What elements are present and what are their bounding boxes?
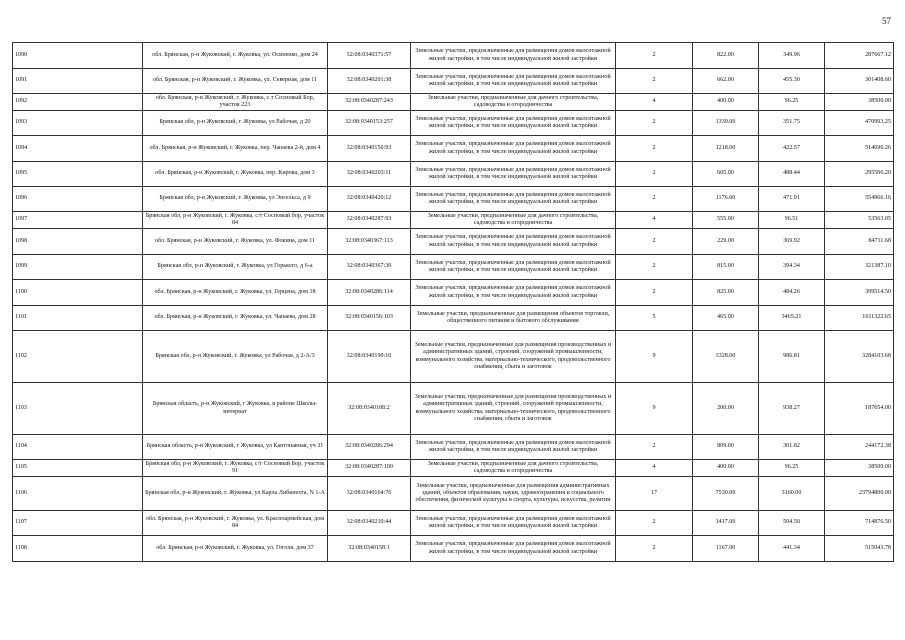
area-cell: 662.00 [693,69,759,94]
category-cell: 2 [616,43,693,69]
address-cell: обл. Брянская, р-н Жуковский, г. Жуковка, ул. Герцена, дом 18 [143,280,328,306]
row-number: 1103 [13,383,143,435]
cadastral-value-cell: 301408.60 [825,69,894,94]
row-number: 1104 [13,435,143,460]
cadastral-value-cell: 53563.05 [825,212,894,229]
cadastral-value-cell: 38500.00 [825,94,894,111]
land-use-cell: Земельные участки, предназначенные для размещения домов малоэтажной жилой застройки, в том числе индивидуальной жилой застройки [411,255,616,280]
category-cell: 4 [616,460,693,477]
area-cell: 229.00 [693,229,759,255]
category-cell: 17 [616,477,693,511]
table-row [13,255,894,280]
row-number: 1099 [13,255,143,280]
table-row [13,94,894,111]
cadastral-number-cell: 32:08:0340286:114 [328,280,411,306]
cadastral-number-cell: 32:08:0340164:76 [328,477,411,511]
land-use-cell: Земельные участки, предназначенные для размещения домов малоэтажной жилой застройки, в том числе индивидуальной жилой застройки [411,511,616,536]
address-cell: обл. Брянская, р-н Жуковский, г. Жуковка, ул. Красноармейская, дом 84 [143,511,328,536]
cadastral-value-cell: 295506.20 [825,162,894,187]
specific-value-cell: 488.44 [759,162,825,187]
specific-value-cell: 938.27 [759,383,825,435]
category-cell: 2 [616,136,693,162]
row-number: 1090 [13,43,143,69]
row-number: 1094 [13,136,143,162]
area-cell: 400.00 [693,460,759,477]
cadastral-value-cell: 244172.38 [825,435,894,460]
specific-value-cell: 422.57 [759,136,825,162]
area-cell: 555.00 [693,212,759,229]
table-row [13,280,894,306]
area-cell: 200.00 [693,383,759,435]
land-use-cell: Земельные участки, предназначенные для размещения домов малоэтажной жилой застройки, в том числе индивидуальной жилой застройки [411,280,616,306]
specific-value-cell: 484.26 [759,280,825,306]
row-number: 1097 [13,212,143,229]
land-use-cell: Земельные участки, предназначенные для дачного строительства, садоводства и огородничества [411,212,616,229]
specific-value-cell: 3465.21 [759,306,825,331]
land-use-cell: Земельные участки, предназначенные для размещения домов малоэтажной жилой застройки, в том числе индивидуальной жилой застройки [411,229,616,255]
area-cell: 809.00 [693,435,759,460]
cadastral-value-cell: 714876.50 [825,511,894,536]
address-cell: обл. Брянская, р-н Жуковский, г. Жуковка, с.т Сосновый Бор, участок 223 [143,94,328,111]
land-use-cell: Земельные участки, предназначенные для размещения домов малоэтажной жилой застройки, в том числе индивидуальной жилой застройки [411,536,616,562]
cadastral-number-cell: 32:08:0340367:113 [328,229,411,255]
table-row [13,383,894,435]
address-cell: Брянская обл, р-н Жуковский, г. Жуковка, с/т Сосновый Бор, участок 91 [143,460,328,477]
address-cell: обл. Брянская, р-н Жуковский, г. Жуковка, пер. Чапаева 2-й, дом 4 [143,136,328,162]
land-registry-table [12,42,894,562]
cadastral-number-cell: 32:08:0340203:11 [328,162,411,187]
category-cell: 5 [616,306,693,331]
row-number: 1098 [13,229,143,255]
row-number: 1106 [13,477,143,511]
cadastral-number-cell: 32:08:0340287:243 [328,94,411,111]
row-number: 1101 [13,306,143,331]
area-cell: 3328.00 [693,331,759,383]
category-cell: 2 [616,435,693,460]
cadastral-value-cell: 3284103.68 [825,331,894,383]
category-cell: 2 [616,69,693,94]
page-number: 57 [882,16,891,26]
cadastral-number-cell: 32:08:0340287:93 [328,212,411,229]
table-row [13,460,894,477]
cadastral-value-cell: 187654.00 [825,383,894,435]
cadastral-value-cell: 23794800.00 [825,477,894,511]
address-cell: Брянская область, р-н Жуковский, г Жуковка, ул Кантонавная, уч 31 [143,435,328,460]
table-row [13,111,894,136]
cadastral-value-cell: 399514.50 [825,280,894,306]
row-number: 1108 [13,536,143,562]
area-cell: 7530.00 [693,477,759,511]
table-row [13,331,894,383]
cadastral-value-cell: 514690.26 [825,136,894,162]
table-body [13,43,894,562]
specific-value-cell: 301.82 [759,435,825,460]
row-number: 1095 [13,162,143,187]
address-cell: Брянская обл, р-н Жуковский, г. Жуковка, ул Рабочая, д 2-А/3 [143,331,328,383]
category-cell: 9 [616,331,693,383]
category-cell: 2 [616,162,693,187]
specific-value-cell: 96.51 [759,212,825,229]
category-cell: 2 [616,229,693,255]
row-number: 1100 [13,280,143,306]
cadastral-number-cell: 32:08:0340156:103 [328,306,411,331]
table-row [13,477,894,511]
table-row [13,187,894,212]
cadastral-number-cell: 32:08:0340371:57 [328,43,411,69]
specific-value-cell: 349.96 [759,43,825,69]
land-use-cell: Земельные участки, предназначенные для размещения домов малоэтажной жилой застройки, в том числе индивидуальной жилой застройки [411,136,616,162]
row-number: 1107 [13,511,143,536]
cadastral-number-cell: 32:08:0340190:10 [328,331,411,383]
address-cell: обл. Брянская, р-н Жуковский, г. Жуковка, ул. Гоголя, дом 37 [143,536,328,562]
specific-value-cell: 394.34 [759,255,825,280]
area-cell: 1167.00 [693,536,759,562]
land-use-cell: Земельные участки, предназначенные для размещения домов малоэтажной жилой застройки, в том числе индивидуальной жилой застройки [411,187,616,212]
table-row [13,511,894,536]
category-cell: 2 [616,280,693,306]
table-row [13,306,894,331]
row-number: 1093 [13,111,143,136]
address-cell: обл. Брянская, р-н Жуковский, г. Жуковка, ул. Фокина, дом 11 [143,229,328,255]
category-cell: 2 [616,187,693,212]
land-use-cell: Земельные участки, предназначенные для размещения домов малоэтажной жилой застройки, в том числе индивидуальной жилой застройки [411,111,616,136]
address-cell: обл. Брянская, р-н Жуковский, г. Жуковка, ул. Осипенко, дом 24 [143,43,328,69]
address-cell: Брянская обл, р-н Жуковский, г. Жуковка, ул Рабочая, д 20 [143,111,328,136]
cadastral-number-cell: 32:08:0340201:38 [328,69,411,94]
land-use-cell: Земельные участки, предназначенные для размещения административных зданий, объектов образования, науки, здравоохранения и социального обеспечения, физической культуры и спорта, культуры, искусства, религии [411,477,616,511]
cadastral-value-cell: 470993.25 [825,111,894,136]
land-use-cell: Земельные участки, предназначенные для размещения домов малоэтажной жилой застройки, в том числе индивидуальной жилой застройки [411,435,616,460]
area-cell: 1176.00 [693,187,759,212]
category-cell: 2 [616,511,693,536]
area-cell: 465.00 [693,306,759,331]
category-cell: 2 [616,255,693,280]
specific-value-cell: 504.50 [759,511,825,536]
land-use-cell: Земельные участки, предназначенные для размещения домов малоэтажной жилой застройки, в том числе индивидуальной жилой застройки [411,43,616,69]
land-use-cell: Земельные участки, предназначенные для размещения производственных и административных зданий, строений, сооружений промышленности, коммунального хозяйства, материально-технического, продовольственного снабжения, сбыта и заготовок [411,383,616,435]
table-row [13,162,894,187]
specific-value-cell: 369.92 [759,229,825,255]
area-cell: 400.00 [693,94,759,111]
specific-value-cell: 96.25 [759,460,825,477]
cadastral-number-cell: 32:08:0340158:1 [328,536,411,562]
land-use-cell: Земельные участки, предназначенные для дачного строительства, садоводства и огородничества [411,94,616,111]
specific-value-cell: 3160.00 [759,477,825,511]
specific-value-cell: 96.25 [759,94,825,111]
address-cell: Брянская обл, р-н Жуковский, г. Жуковка, с/т Сосновый бор, участок 84 [143,212,328,229]
cadastral-value-cell: 321387.10 [825,255,894,280]
table-row [13,536,894,562]
land-use-cell: Земельные участки, предназначенные для дачного строительства, садоводства и огородничества [411,460,616,477]
cadastral-value-cell: 515043.78 [825,536,894,562]
area-cell: 605.00 [693,162,759,187]
category-cell: 2 [616,111,693,136]
area-cell: 815.00 [693,255,759,280]
row-number: 1092 [13,94,143,111]
address-cell: Брянская область, р-н Жуковский, г Жуковка, в районе Школы-интернат [143,383,328,435]
address-cell: обл. Брянская, р-н Жуковский, г. Жуковка, ул. Северная, дом 11 [143,69,328,94]
address-cell: Брянская обл, р-н Жуковский, г. Жуковка, ул Карла Либкнехта, N 1-А [143,477,328,511]
address-cell: Брянская обл, р-н Жуковский, г. Жуковка, ул Горького, д 6-а [143,255,328,280]
address-cell: обл. Брянская, р-н Жуковский, г. Жуковка, ул. Чапаева, дом 28 [143,306,328,331]
address-cell: Брянская обл, р-н Жуковский, г. Жуковка, ул Энгельса, д 9 [143,187,328,212]
row-number: 1105 [13,460,143,477]
table-row [13,69,894,94]
area-cell: 1417.00 [693,511,759,536]
specific-value-cell: 351.75 [759,111,825,136]
cadastral-value-cell: 1611322.65 [825,306,894,331]
table-row [13,229,894,255]
cadastral-value-cell: 38500.00 [825,460,894,477]
category-cell: 2 [616,536,693,562]
cadastral-number-cell: 32:08:0340367:30 [328,255,411,280]
area-cell: 1339.00 [693,111,759,136]
specific-value-cell: 455.30 [759,69,825,94]
row-number: 1091 [13,69,143,94]
specific-value-cell: 441.34 [759,536,825,562]
table-row [13,136,894,162]
land-use-cell: Земельные участки, предназначенные для размещения домов малоэтажной жилой застройки, в том числе индивидуальной жилой застройки [411,162,616,187]
cadastral-number-cell: 32:08:0340210:44 [328,511,411,536]
table-row [13,212,894,229]
cadastral-value-cell: 84711.68 [825,229,894,255]
category-cell: 4 [616,94,693,111]
area-cell: 1218.00 [693,136,759,162]
category-cell: 4 [616,212,693,229]
table-row [13,435,894,460]
land-use-cell: Земельные участки, предназначенные для размещения объектов торговли, общественного питания и бытового обслуживания [411,306,616,331]
cadastral-number-cell: 32:08:0340156:93 [328,136,411,162]
table-row [13,43,894,69]
address-cell: обл. Брянская, р-н Жуковский, г. Жуковка, пер. Кирова, дом 3 [143,162,328,187]
cadastral-number-cell: 32:08:0340188:2 [328,383,411,435]
area-cell: 825.00 [693,280,759,306]
land-use-cell: Земельные участки, предназначенные для размещения производственных и административных зданий, строений, сооружений промышленности, коммунального хозяйства, материально-технического, продовольственного снабжения, сбыта и заготовок [411,331,616,383]
cadastral-number-cell: 32:08:0340420:12 [328,187,411,212]
cadastral-value-cell: 554966.16 [825,187,894,212]
category-cell: 9 [616,383,693,435]
specific-value-cell: 471.91 [759,187,825,212]
cadastral-value-cell: 287667.12 [825,43,894,69]
row-number: 1102 [13,331,143,383]
area-cell: 822.00 [693,43,759,69]
cadastral-number-cell: 32:08:0340286:294 [328,435,411,460]
row-number: 1096 [13,187,143,212]
specific-value-cell: 986.81 [759,331,825,383]
cadastral-number-cell: 32:08:0340153:257 [328,111,411,136]
land-use-cell: Земельные участки, предназначенные для размещения домов малоэтажной жилой застройки, в том числе индивидуальной жилой застройки [411,69,616,94]
cadastral-number-cell: 32:08:0340287:100 [328,460,411,477]
